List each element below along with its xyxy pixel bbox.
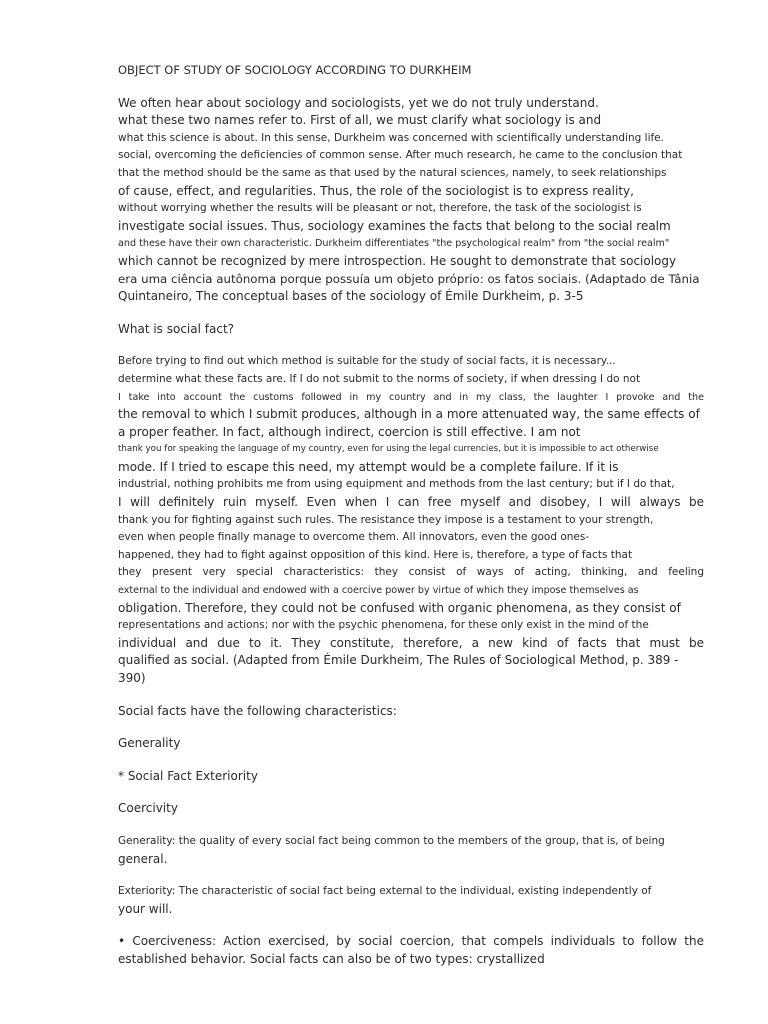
quote-line: a proper feather. In fact, although indirect, coercion is still effective. I am not — [118, 424, 581, 439]
definition-line: your will. — [118, 901, 173, 916]
quote-line: industrial, nothing prohibits me from using equipment and methods from the last century; but if I do that, — [118, 478, 675, 491]
quote-line: obligation. Therefore, they could not be confused with organic phenomena, as they consist of — [118, 600, 681, 615]
intro-line: and these have their own characteristic. Durkheim differentiates "the psychological realm" from "the social realm" — [118, 238, 670, 250]
definition-line: Generality: the quality of every social fact being common to the members of the group, that is, of being — [118, 834, 665, 847]
quote-line: representations and actions; nor with the psychic phenomena, for these only exist in the mind of the — [118, 619, 649, 632]
quote-line: thank you for speaking the language of my country, even for using the legal currencies, but it is impossible to act otherwise — [118, 444, 659, 455]
intro-line: which cannot be recognized by mere introspection. He sought to demonstrate that sociology — [118, 253, 677, 268]
intro-line: without worrying whether the results will be pleasant or not, therefore, the task of the sociologist is — [118, 202, 642, 215]
characteristic-generality: Generality — [118, 736, 181, 751]
quote-line: qualified as social. (Adapted from Émile Durkheim, The Rules of Sociological Method, p. 389 - — [118, 653, 679, 668]
quote-line: they present very special characteristics: they consist of ways of acting, thinking, and feeling — [118, 566, 704, 579]
definition-exteriority — [118, 883, 704, 918]
intro-line: social, overcoming the deficiencies of common sense. After much research, he came to the conclusion that — [118, 149, 683, 162]
intro-line: Quintaneiro, The conceptual bases of the sociology of Émile Durkheim, p. 3-5 — [118, 289, 584, 304]
quote-line: individual and due to it. They constitute, therefore, a new kind of facts that must be — [118, 635, 704, 650]
definition-line: Exteriority: The characteristic of social fact being external to the individual, existing independently of — [118, 885, 652, 898]
quote-line: mode. If I tried to escape this need, my attempt would be a complete failure. If it is — [118, 459, 619, 474]
document-page — [118, 62, 704, 969]
quote-line: determine what these facts are. If I do not submit to the norms of society, if when dressing I do not — [118, 372, 641, 385]
document-title: OBJECT OF STUDY OF SOCIOLOGY ACCORDING TO DURKHEIM — [118, 63, 472, 77]
intro-line: what these two names refer to. First of all, we must clarify what sociology is and — [118, 113, 602, 128]
intro-line: of cause, effect, and regularities. Thus, the role of the sociologist is to express reality, — [118, 183, 634, 198]
definition-line: general. — [118, 851, 168, 866]
definition-generality — [118, 833, 704, 868]
intro-line: that the method should be the same as that used by the natural sciences, namely, to seek relationships — [118, 166, 667, 179]
characteristic-exteriority: * Social Fact Exteriority — [118, 768, 258, 783]
section-heading-social-fact: What is social fact? — [118, 321, 235, 336]
intro-line: investigate social issues. Thus, sociology examines the facts that belong to the social realm — [118, 218, 671, 233]
intro-paragraph — [118, 95, 704, 306]
quote-line: I take into account the customs followed in my country and in my class, the laughter I provoke and the — [118, 391, 704, 403]
quote-line: I will definitely ruin myself. Even when I can free myself and disobey, I will always be — [118, 495, 704, 510]
quote-line: happened, they had to fight against opposition of this kind. Here is, therefore, a type of facts that — [118, 548, 633, 561]
definition-line: • Coerciveness: Action exercised, by social coercion, that compels individuals to follow the — [118, 934, 704, 949]
definition-coerciveness — [118, 933, 704, 968]
quote-line: external to the individual and endowed with a coercive power by virtue of which they impose themselves as — [118, 585, 639, 597]
quote-line: Before trying to find out which method is suitable for the study of social facts, it is necessary... — [118, 355, 616, 368]
characteristics-intro: Social facts have the following characteristics: — [118, 703, 397, 718]
quote-line: 390) — [118, 671, 146, 685]
quote-paragraph — [118, 353, 704, 687]
quote-line: even when people finally manage to overcome them. All innovators, even the good ones- — [118, 531, 590, 544]
intro-line: era uma ciência autônoma porque possuía um objeto próprio: os fatos sociais. (Adaptado de Tânia — [118, 271, 700, 286]
intro-line: We often hear about sociology and sociologists, yet we do not truly understand. — [118, 95, 599, 110]
intro-line: what this science is about. In this sense, Durkheim was concerned with scientifically understanding life. — [118, 131, 664, 144]
definition-line: established behavior. Social facts can also be of two types: crystallized — [118, 951, 545, 966]
characteristic-coercivity: Coercivity — [118, 801, 178, 816]
quote-line: thank you for fighting against such rules. The resistance they impose is a testament to your strength, — [118, 513, 654, 526]
quote-line: the removal to which I submit produces, although in a more attenuated way, the same effects of — [118, 407, 700, 422]
